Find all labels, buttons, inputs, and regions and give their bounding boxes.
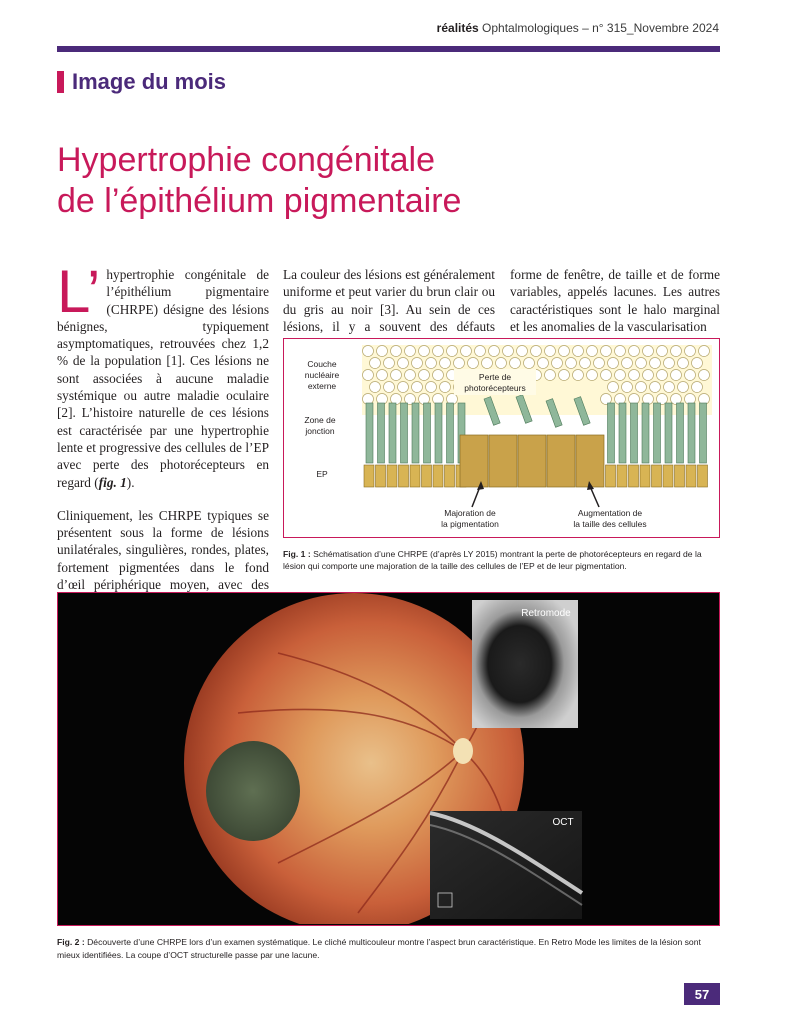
ep-cell bbox=[652, 465, 662, 487]
nucleus bbox=[468, 358, 479, 369]
nucleus bbox=[636, 358, 647, 369]
fig1-reference: fig. 1 bbox=[98, 474, 127, 490]
nucleus bbox=[699, 346, 710, 357]
column-3-text: forme de fenêtre, de taille et de forme variables, appelés lacunes. Les autres caractéristiques sont le halo marginal et les anomalies de la vascularisation bbox=[510, 267, 720, 334]
ep-cell bbox=[445, 465, 455, 487]
photoreceptor bbox=[435, 403, 442, 463]
nucleus bbox=[650, 358, 661, 369]
nucleus bbox=[398, 382, 409, 393]
nucleus bbox=[363, 346, 374, 357]
figure-1-diagram bbox=[284, 339, 718, 536]
nucleus bbox=[678, 358, 689, 369]
figure-2-frame bbox=[57, 592, 720, 926]
nucleus bbox=[615, 346, 626, 357]
nucleus bbox=[531, 346, 542, 357]
journal-header bbox=[437, 21, 719, 35]
photoreceptor bbox=[389, 403, 396, 463]
nucleus bbox=[601, 370, 612, 381]
nucleus bbox=[363, 370, 374, 381]
figure-1-frame bbox=[283, 338, 720, 538]
photoreceptor bbox=[619, 403, 626, 463]
nucleus bbox=[503, 346, 514, 357]
label-zone-1: Zone de bbox=[304, 415, 336, 425]
fig1-caption-label: Fig. 1 : bbox=[283, 549, 311, 559]
article-title bbox=[57, 140, 617, 222]
label-augmentation-2: la taille des cellules bbox=[573, 519, 647, 529]
nucleus bbox=[398, 358, 409, 369]
nucleus bbox=[412, 382, 423, 393]
nucleus bbox=[657, 370, 668, 381]
label-ep: EP bbox=[316, 469, 328, 479]
nucleus bbox=[566, 358, 577, 369]
nucleus bbox=[615, 370, 626, 381]
nucleus bbox=[433, 346, 444, 357]
nucleus bbox=[685, 370, 696, 381]
nucleus bbox=[650, 382, 661, 393]
chrpe-lesion bbox=[206, 741, 300, 841]
bottom-labels bbox=[441, 481, 646, 529]
hypertrophic-cell bbox=[518, 435, 546, 487]
nucleus bbox=[447, 346, 458, 357]
ep-cell bbox=[640, 465, 650, 487]
title-line-1: Hypertrophie congénitale bbox=[57, 141, 436, 179]
nucleus bbox=[545, 346, 556, 357]
nucleus bbox=[391, 346, 402, 357]
photoreceptor bbox=[412, 403, 419, 463]
paragraph-2-text: Cliniquement, les CHRPE typiques se présentent sous la forme de lésions unilatérales, singulières, rondes, plates, fortement pigmentées dans le fond d’œil périphérique moyen, avec des bbox=[57, 507, 269, 593]
label-perte-2: photorécepteurs bbox=[464, 383, 526, 393]
nucleus bbox=[496, 358, 507, 369]
title-line-2: de l’épithélium pigmentaire bbox=[57, 182, 462, 220]
nucleus bbox=[384, 382, 395, 393]
retromode-inset bbox=[472, 600, 578, 728]
ep-cell bbox=[387, 465, 397, 487]
nucleus bbox=[461, 346, 472, 357]
nucleus bbox=[489, 346, 500, 357]
section-marker bbox=[57, 71, 64, 93]
figure-2-caption bbox=[57, 936, 720, 962]
label-majoration-2: la pigmentation bbox=[441, 519, 499, 529]
photoreceptor bbox=[631, 403, 638, 463]
journal-issue: Ophtalmologiques – n° 315_Novembre 2024 bbox=[478, 21, 719, 35]
ep-cell bbox=[663, 465, 673, 487]
nucleus bbox=[524, 358, 535, 369]
retromode-label: Retromode bbox=[521, 608, 571, 619]
perte-label-group bbox=[454, 369, 536, 395]
label-perte-1: Perte de bbox=[478, 372, 512, 382]
optic-disc bbox=[453, 738, 473, 764]
nucleus bbox=[608, 382, 619, 393]
fig2-caption-text: Découverte d’une CHRPE lors d’un examen systématique. Le cliché multicouleur montre l’aspect brun caractéristique. En Retro Mode les limites de la lésion sont mieux identifiées. La coupe d’OCT structurelle passe par une lacune. bbox=[57, 937, 701, 960]
nucleus bbox=[671, 370, 682, 381]
nucleus bbox=[405, 346, 416, 357]
figure-1-caption bbox=[283, 548, 720, 572]
drop-cap: L’ bbox=[57, 258, 101, 325]
nucleus bbox=[405, 370, 416, 381]
paragraph-1-end: ). bbox=[126, 474, 135, 490]
photoreceptor bbox=[401, 403, 408, 463]
photoreceptor bbox=[366, 403, 373, 463]
paragraph-1-text: hypertrophie congénitale de l’épithélium pigmentaire (CHRPE) désigne des lésions bénignes, typiquement asymptomatiques, retrouvées chez 1,2 % de la population [1]. Ces lésions ne sont associées à aucune maladie systémique ou autre maladie oculaire [2]. L’histoire naturelle de ces lésions est caractérisée par une hypertrophie lente et progressive des cellules de l’EP avec perte des photorécepteurs en regard ( bbox=[57, 267, 269, 490]
hypertrophic-cell bbox=[460, 435, 488, 487]
figure-1-labels bbox=[304, 359, 339, 479]
hypertrophic-cell bbox=[576, 435, 604, 487]
nucleus bbox=[510, 358, 521, 369]
label-augmentation-1: Augmentation de bbox=[577, 508, 643, 518]
hypertrophic-cell bbox=[547, 435, 575, 487]
photoreceptor bbox=[654, 403, 661, 463]
nucleus bbox=[601, 346, 612, 357]
figure-2-image bbox=[58, 593, 718, 924]
nucleus bbox=[419, 370, 430, 381]
label-couche-2: nucléaire bbox=[304, 370, 340, 380]
column-2-text: La couleur des lésions est généralement uniforme et peut varier du brun clair ou du gris au noir [3]. Au sein de ces lésions, il y a souvent des défauts bbox=[283, 267, 495, 334]
nucleus bbox=[412, 358, 423, 369]
fig1-caption-text: Schématisation d’une CHRPE (d’après LY 2015) montrant la perte de photorécepteurs en regard de la lésion qui comporte une majoration de la taille des cellules de l’EP et de leur pigmentation. bbox=[283, 549, 702, 571]
nucleus bbox=[391, 370, 402, 381]
nucleus bbox=[370, 358, 381, 369]
nucleus bbox=[622, 382, 633, 393]
nucleus bbox=[475, 346, 486, 357]
nucleus bbox=[454, 358, 465, 369]
nucleus bbox=[587, 346, 598, 357]
label-zone-2: jonction bbox=[305, 426, 335, 436]
ep-cell bbox=[675, 465, 685, 487]
paragraph-1 bbox=[57, 258, 269, 491]
photoreceptor bbox=[378, 403, 385, 463]
journal-brand: réalités bbox=[436, 21, 479, 35]
nucleus bbox=[482, 358, 493, 369]
nucleus bbox=[685, 346, 696, 357]
nucleus bbox=[629, 346, 640, 357]
nucleus bbox=[664, 358, 675, 369]
nucleus bbox=[545, 370, 556, 381]
photoreceptor bbox=[665, 403, 672, 463]
nucleus bbox=[622, 358, 633, 369]
label-couche-3: externe bbox=[307, 381, 337, 391]
nucleus bbox=[692, 382, 703, 393]
nucleus bbox=[664, 382, 675, 393]
ep-cell bbox=[698, 465, 708, 487]
ep-cell bbox=[629, 465, 639, 487]
nucleus bbox=[580, 358, 591, 369]
nucleus bbox=[699, 370, 710, 381]
ep-cell bbox=[399, 465, 409, 487]
nucleus bbox=[440, 358, 451, 369]
photoreceptor bbox=[424, 403, 431, 463]
photoreceptor bbox=[677, 403, 684, 463]
nucleus bbox=[636, 382, 647, 393]
label-couche-1: Couche bbox=[307, 359, 337, 369]
oct-label: OCT bbox=[552, 817, 574, 828]
nucleus bbox=[559, 370, 570, 381]
photoreceptor bbox=[700, 403, 707, 463]
label-majoration-1: Majoration de bbox=[444, 508, 496, 518]
nucleus bbox=[643, 370, 654, 381]
ep-cell bbox=[410, 465, 420, 487]
nucleus bbox=[559, 346, 570, 357]
nucleus bbox=[426, 358, 437, 369]
photoreceptor bbox=[447, 403, 454, 463]
nucleus bbox=[419, 346, 430, 357]
nucleus bbox=[517, 346, 528, 357]
page-number: 57 bbox=[684, 983, 720, 1005]
nucleus bbox=[692, 358, 703, 369]
section-label: Image du mois bbox=[72, 69, 227, 94]
ep-cell bbox=[376, 465, 386, 487]
nucleus bbox=[608, 358, 619, 369]
nucleus bbox=[426, 382, 437, 393]
section-heading bbox=[57, 68, 226, 96]
nucleus bbox=[377, 346, 388, 357]
nucleus bbox=[384, 358, 395, 369]
nucleus bbox=[643, 346, 654, 357]
ep-cell bbox=[364, 465, 374, 487]
photoreceptor bbox=[642, 403, 649, 463]
nucleus bbox=[629, 370, 640, 381]
ep-cell bbox=[606, 465, 616, 487]
photoreceptor bbox=[608, 403, 615, 463]
ep-cell bbox=[617, 465, 627, 487]
nucleus bbox=[370, 382, 381, 393]
ep-cell bbox=[433, 465, 443, 487]
nucleus bbox=[377, 370, 388, 381]
nucleus bbox=[440, 382, 451, 393]
fig2-caption-label: Fig. 2 : bbox=[57, 937, 85, 947]
header-rule bbox=[57, 46, 720, 52]
hypertrophic-cell bbox=[489, 435, 517, 487]
nucleus bbox=[587, 370, 598, 381]
nucleus bbox=[538, 358, 549, 369]
nucleus bbox=[657, 346, 668, 357]
nucleus bbox=[678, 382, 689, 393]
article-column-1 bbox=[57, 258, 269, 644]
nucleus bbox=[594, 358, 605, 369]
ep-cell bbox=[686, 465, 696, 487]
nucleus bbox=[573, 346, 584, 357]
nucleus bbox=[671, 346, 682, 357]
nucleus bbox=[433, 370, 444, 381]
photoreceptor bbox=[688, 403, 695, 463]
ep-cell bbox=[422, 465, 432, 487]
nucleus bbox=[552, 358, 563, 369]
nucleus bbox=[573, 370, 584, 381]
